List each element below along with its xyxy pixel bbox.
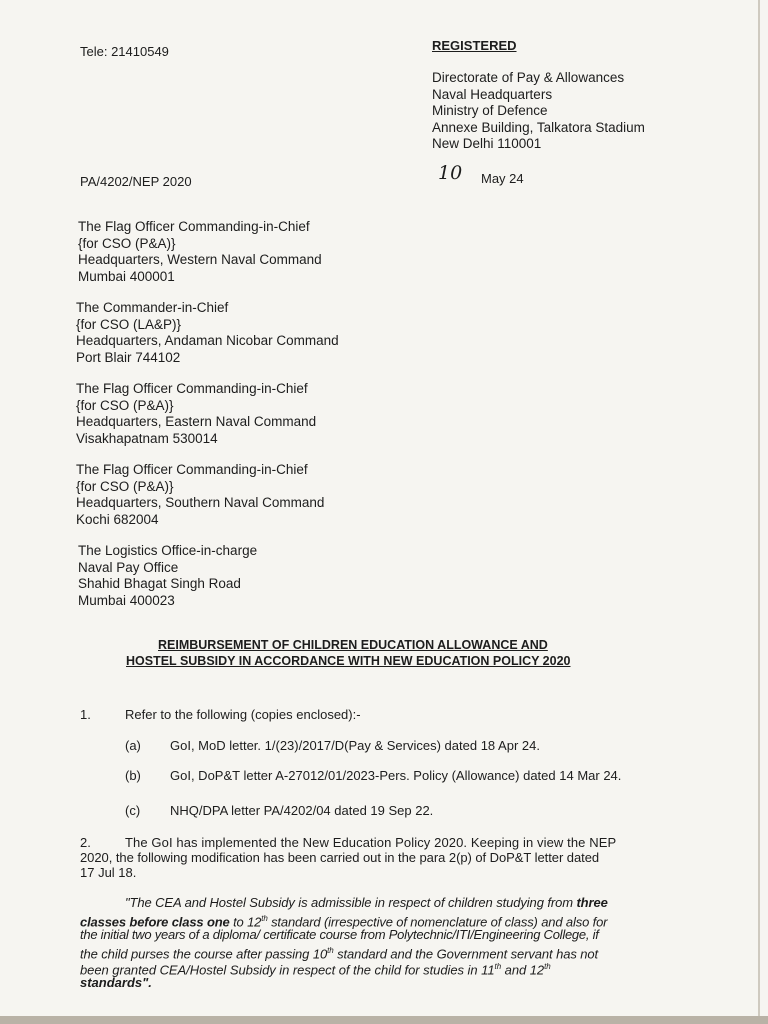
recipient-block [78,219,322,285]
recipient-block [76,300,339,366]
recipient-block [76,381,316,447]
item-label: (c) [125,803,141,818]
quote-text: to 12 [229,914,262,930]
address-line: Directorate of Pay & Allowances [432,70,625,85]
recipient-line: Mumbai 400001 [78,268,175,284]
superscript: th [327,946,334,955]
address-line: Ministry of Defence [432,103,548,118]
superscript: th [494,962,502,971]
telephone-number: Tele: 21410549 [80,44,169,59]
quote-line: standards". [80,975,152,990]
recipient-line: The Logistics Office-in-charge [78,543,258,558]
quote-text: and 12 [501,962,545,978]
para-text: The GoI has implemented the New Education Policy 2020. Keeping in view the NEP [125,835,617,850]
para-text: 17 Jul 18. [80,865,137,880]
recipient-line: {for CSO (P&A)} [76,397,174,413]
recipient-line: Headquarters, Western Naval Command [78,252,322,267]
recipient-line: The Flag Officer Commanding-in-Chief [76,462,308,477]
subject-line: HOSTEL SUBSIDY IN ACCORDANCE WITH NEW EDUCATION POLICY 2020 [126,654,571,668]
recipient-block [76,462,324,528]
para-number: 1. [80,707,91,722]
recipient-line: {for CSO (LA&P)} [76,316,182,332]
para-number: 2. [80,835,91,850]
scan-edge-right [758,0,760,1024]
item-text: GoI, MoD letter. 1/(23)/2017/D(Pay & Services) dated 18 Apr 24. [170,738,540,753]
recipient-line: The Commander-in-Chief [76,300,229,315]
handwritten-date-day: 10 [438,162,463,184]
item-text: GoI, DoP&T letter A-27012/01/2023-Pers. Policy (Allowance) dated 14 Mar 24. [170,768,622,783]
quote-line [125,895,608,911]
quote-text: "The CEA and Hostel Subsidy is admissible in respect of children studying from [125,895,577,910]
subject-line: REIMBURSEMENT OF CHILDREN EDUCATION ALLOWANCE AND [158,638,548,652]
superscript: th [544,962,551,971]
quote-text: standard (irrespective of nomenclature of class) and also for [267,914,608,930]
recipient-line: Headquarters, Southern Naval Command [76,495,325,510]
recipient-line: {for CSO (P&A)} [76,478,174,494]
recipient-line: Shahid Bhagat Singh Road [78,576,241,591]
para-text: 2020, the following modification has been carried out in the para 2(p) of DoP&T letter dated [80,850,600,865]
recipient-line: The Flag Officer Commanding-in-Chief [76,381,308,396]
quote-bold: classes before class one [80,914,230,930]
recipient-line: The Flag Officer Commanding-in-Chief [78,219,310,234]
scan-edge-bottom [0,1016,768,1024]
item-label: (a) [125,738,141,753]
recipient-line: Visakhapatnam 530014 [76,430,218,446]
recipient-line: {for CSO (P&A)} [78,235,176,251]
sender-address [432,70,645,153]
recipient-line: Headquarters, Eastern Naval Command [76,414,317,429]
quote-text: the child purses the course after passing 10 [80,946,328,962]
date-month-year: May 24 [481,171,524,186]
para-text: Refer to the following (copies enclosed):- [125,707,361,722]
recipient-line: Port Blair 744102 [76,349,181,365]
registered-label: REGISTERED [432,38,517,53]
quote-text: been granted CEA/Hostel Subsidy in respect of the child for studies in 11 [80,962,495,978]
item-label: (b) [125,768,141,783]
reference-number: PA/4202/NEP 2020 [80,174,192,189]
recipient-line: Naval Pay Office [78,559,179,575]
recipient-line: Mumbai 400023 [78,592,175,608]
recipient-line: Headquarters, Andaman Nicobar Command [76,333,339,348]
superscript: th [261,914,268,923]
recipient-block [78,543,257,609]
item-text: NHQ/DPA letter PA/4202/04 dated 19 Sep 22. [170,803,434,818]
address-line: Naval Headquarters [432,86,553,102]
quote-line: the initial two years of a diploma/ certificate course from Polytechnic/ITI/Engineering College, if [80,927,599,942]
quote-text: standard and the Government servant has not [333,946,599,962]
quote-bold: three [576,895,608,910]
address-line: Annexe Building, Talkatora Stadium [432,119,645,135]
address-line: New Delhi 110001 [432,136,542,151]
recipient-line: Kochi 682004 [76,511,159,527]
